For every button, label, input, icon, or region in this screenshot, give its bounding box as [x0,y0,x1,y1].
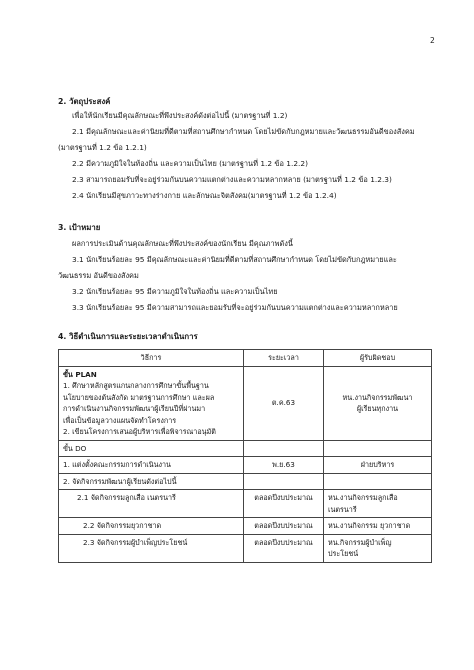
plan-owner-line: หน.งานกิจกรรมพัฒนา [342,392,413,402]
section-2-line: เพื่อให้นักเรียนมีคุณลักษณะที่พึงประสงค์ดังต่อไปนี้ (มาตรฐานที่ 1.2) [72,111,288,120]
do-owner-line: เนตรนารี [328,504,357,514]
plan-method-line: นโยบายของต้นสังกัด มาตรฐานการศึกษา และผล [63,392,215,402]
section-3-line: 3.2 นักเรียนร้อยละ 95 มีความภูมิใจในท้องถิ่น และความเป็นไทย [72,287,278,296]
section-3-line: 3.1 นักเรียนร้อยละ 95 มีคุณลักษณะและค่านิยมที่ดีตามที่สถานศึกษากำหนด โดยไม่ขัดกับกฎหมายและ [72,255,397,264]
plan-method-line: 1. ศึกษาหลักสูตรแกนกลางการศึกษาขั้นพื้นฐาน [63,381,209,391]
do-period-cell: ตลอดปีงบประมาณ [244,534,324,562]
do-period-cell: พ.ย.63 [244,457,324,474]
plan-method-line: เพื่อเป็นข้อมูลวางแผนจัดทำโครงการ [63,415,177,425]
table-row [59,473,432,490]
plan-owner-line: ผู้เรียนทุกงาน [356,404,399,414]
header-period: ระยะเวลา [244,350,324,367]
do-method-cell: 2.3 จัดกิจกรรมผู้บำเพ็ญประโยชน์ [59,534,244,562]
do-period-cell: ตลอดปีงบประมาณ [244,490,324,518]
do-method-cell: 2.2 จัดกิจกรรมยุวกาชาด [59,518,244,535]
section-4-heading: 4. วิธีดำเนินการและระยะเวลาดำเนินการ [58,332,198,341]
do-method-cell: 2.1 จัดกิจกรรมลูกเสือ เนตรนารี [59,490,244,518]
do-owner-line: หน.กิจกรรมผู้บำเพ็ญ [328,537,392,547]
empty-cell [244,473,324,490]
section-3-line: วัฒนธรรม อันดีของสังคม [58,271,139,280]
do-period-cell: ตลอดปีงบประมาณ [244,518,324,535]
plan-table [58,349,432,563]
do-owner-line: หน.งานกิจกรรมลูกเสือ [328,493,398,503]
plan-phase-label: ขั้น PLAN [63,369,97,379]
table-row [59,518,432,535]
table-row [59,366,432,440]
section-3-line: 3.3 นักเรียนร้อยละ 95 มีความสามารถและยอมรับที่จะอยู่ร่วมกันบนความแตกต่างและความหลากหลาย [72,303,398,312]
do-owner-cell: ฝ่ายบริหาร [324,457,432,474]
page-number: 2 [430,36,435,45]
section-3-heading: 3. เป้าหมาย [58,223,101,232]
plan-method-cell [59,366,244,440]
empty-cell [244,440,324,457]
do-method-cell: 2. จัดกิจกรรมพัฒนาผู้เรียนดังต่อไปนี้ [59,473,244,490]
do-owner-line: ประโยชน์ [328,549,359,559]
do-owner-cell [324,490,432,518]
section-3-line: ผลการประเมินด้านคุณลักษณะที่พึงประสงค์ของนักเรียน มีคุณภาพดังนี้ [72,239,293,248]
empty-cell [324,473,432,490]
do-owner-cell: หน.งานกิจกรรม ยุวกาชาด [324,518,432,535]
table-row [59,490,432,518]
section-2-line: 2.1 มีคุณลักษณะและค่านิยมที่ดีตามที่สถานศึกษากำหนด โดยไม่ขัดกับกฎหมายและวัฒนธรรมอันดีของสังคม [72,127,415,136]
section-2-line: 2.2 มีความภูมิใจในท้องถิ่น และความเป็นไทย (มาตรฐานที่ 1.2 ข้อ 1.2.2) [72,159,308,168]
table-row [59,534,432,562]
do-phase-label: ขั้น DO [59,440,244,457]
plan-method-line: การดำเนินงานกิจกรรมพัฒนาผู้เรียนปีที่ผ่านมา [63,404,206,414]
table-row [59,440,432,457]
section-2-heading: 2. วัตถุประสงค์ [58,97,111,106]
table-row [59,457,432,474]
section-2-line: 2.4 นักเรียนมีสุขภาวะทางร่างกาย และลักษณะจิตสังคม(มาตรฐานที่ 1.2 ข้อ 1.2.4) [72,191,337,200]
header-owner: ผู้รับผิดชอบ [324,350,432,367]
empty-cell [324,440,432,457]
do-owner-cell [324,534,432,562]
header-method: วิธีการ [59,350,244,367]
do-method-cell: 1. แต่งตั้งคณะกรรมการดำเนินงาน [59,457,244,474]
section-2-line: (มาตรฐานที่ 1.2 ข้อ 1.2.1) [58,143,147,152]
table-header-row [59,350,432,367]
plan-method-line: 2. เขียนโครงการเสนอผู้บริหารเพื่อพิจารณาอนุมัติ [63,427,216,437]
plan-period-cell: ต.ค.63 [244,366,324,440]
section-2-line: 2.3 สามารถยอมรับที่จะอยู่ร่วมกันบนความแตกต่างและความหลากหลาย (มาตรฐานที่ 1.2 ข้อ 1.2.3) [72,175,392,184]
plan-owner-cell [324,366,432,440]
